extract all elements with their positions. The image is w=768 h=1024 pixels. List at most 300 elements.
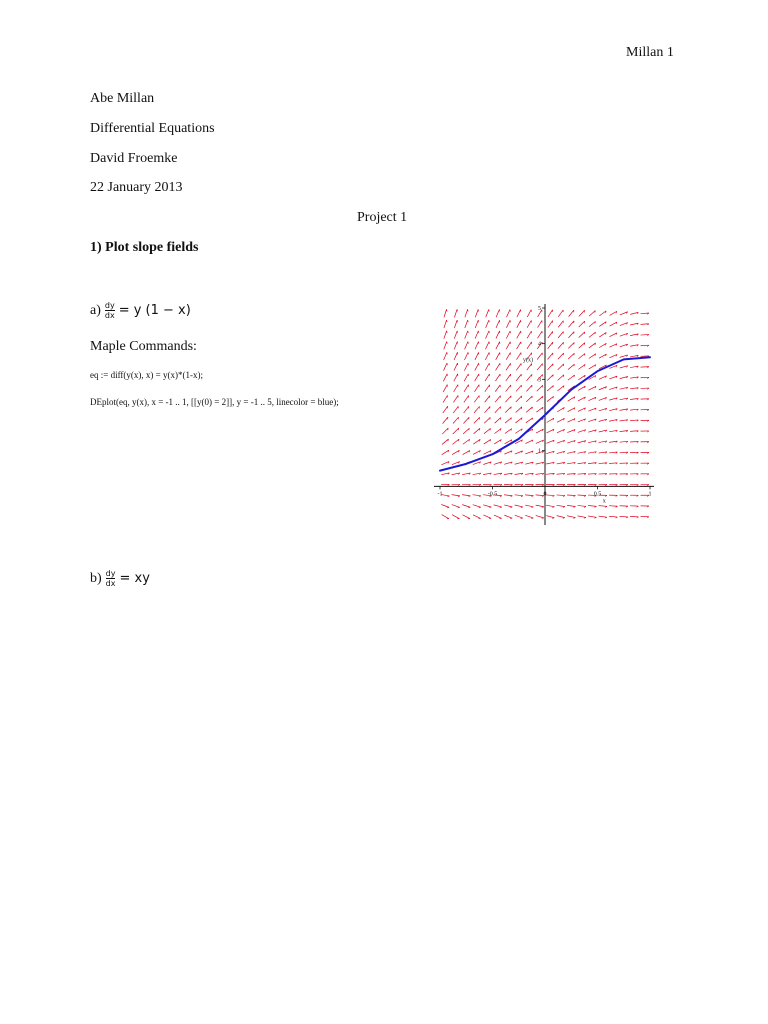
slope-arrow — [483, 451, 491, 455]
slope-arrowhead — [594, 517, 596, 518]
slope-arrow — [475, 374, 479, 381]
slope-arrow — [454, 309, 457, 317]
slope-arrow — [464, 395, 469, 402]
slope-arrow — [516, 385, 521, 391]
slope-arrow — [453, 406, 458, 413]
slope-arrow — [462, 495, 470, 496]
slope-arrow — [557, 407, 564, 411]
slope-arrow — [496, 320, 499, 328]
slope-arrow — [588, 474, 596, 475]
slope-arrow — [506, 331, 510, 338]
author-name: Abe Millan — [90, 91, 155, 106]
slope-arrow — [578, 386, 585, 390]
fraction-denominator: dx — [104, 311, 115, 320]
slope-arrow — [495, 418, 501, 424]
slope-arrow — [465, 342, 468, 350]
slope-arrow — [536, 429, 543, 433]
fraction-denominator: dx — [105, 579, 116, 588]
slope-arrow — [443, 417, 448, 424]
slope-arrow — [485, 396, 490, 403]
slope-arrowhead — [500, 507, 502, 508]
slope-arrow — [463, 515, 470, 519]
slope-arrow — [515, 495, 523, 496]
slope-arrow — [486, 320, 489, 328]
slope-arrow — [526, 385, 532, 391]
x-axis-label: x — [602, 498, 606, 505]
equation-a — [90, 301, 191, 320]
slope-arrow — [546, 516, 554, 518]
slope-arrow — [486, 331, 489, 339]
slope-arrowhead — [468, 507, 470, 508]
slope-arrow — [485, 385, 490, 392]
slope-arrowhead — [446, 309, 447, 311]
slope-arrowhead — [479, 507, 481, 508]
slope-arrow — [484, 428, 491, 433]
y-tick-label: 1 — [538, 448, 541, 455]
slope-arrow — [474, 417, 480, 423]
slope-arrow — [443, 395, 447, 402]
slope-arrow — [630, 431, 638, 432]
slope-arrow — [526, 407, 532, 412]
slope-field-plot — [430, 300, 660, 528]
slope-arrowhead — [458, 496, 460, 497]
slope-arrowhead — [573, 518, 575, 519]
slope-arrow — [558, 342, 564, 348]
slope-arrow — [589, 332, 596, 337]
derivative-fraction-b — [106, 569, 116, 588]
slope-arrow — [578, 505, 586, 506]
fraction-numerator: dy — [104, 301, 115, 310]
slope-arrow — [462, 505, 470, 508]
slope-arrow — [641, 345, 649, 346]
slope-arrow — [464, 352, 468, 360]
slope-arrow — [442, 450, 449, 454]
slope-arrow — [443, 374, 447, 382]
slope-arrow — [548, 321, 553, 328]
slope-arrow — [517, 342, 521, 349]
slope-arrow — [475, 331, 478, 339]
slope-arrow — [496, 331, 500, 339]
slope-arrow — [474, 396, 479, 403]
slope-arrow — [475, 309, 478, 317]
slope-arrowhead — [468, 320, 469, 322]
slope-arrow — [504, 505, 512, 507]
slope-arrow — [641, 324, 649, 325]
equation-b-rhs: = xy — [119, 571, 150, 586]
slope-arrow — [568, 408, 575, 412]
slope-arrowhead — [521, 518, 523, 519]
slope-arrow — [452, 515, 459, 519]
slope-arrow — [641, 334, 649, 335]
slope-arrow — [516, 363, 521, 370]
slope-arrow — [454, 374, 458, 381]
slope-arrow — [516, 396, 522, 402]
slope-arrow — [442, 515, 449, 519]
slope-arrow — [548, 342, 553, 349]
slope-arrow — [464, 374, 468, 381]
slope-arrow — [525, 515, 533, 518]
slope-arrow — [547, 375, 553, 381]
slope-arrowhead — [468, 496, 470, 497]
slope-arrow — [464, 363, 468, 371]
y-tick-label: 4 — [538, 341, 541, 348]
slope-arrow — [558, 364, 564, 370]
slope-arrowhead — [458, 507, 460, 508]
slope-arrow — [547, 364, 553, 370]
slope-arrow — [505, 429, 512, 434]
slope-arrow — [484, 439, 491, 444]
slope-arrow — [474, 428, 480, 434]
slope-arrow — [463, 428, 469, 434]
slope-arrow — [557, 495, 565, 496]
maple-commands-heading: Maple Commands: — [90, 339, 197, 354]
slope-arrow — [599, 332, 606, 337]
slope-arrow — [494, 440, 501, 444]
slope-arrow — [516, 353, 521, 360]
slope-arrow — [527, 310, 531, 317]
slope-arrow — [525, 495, 533, 496]
slope-arrowhead — [447, 507, 449, 508]
slope-arrow — [538, 320, 542, 327]
x-tick-label: 0.5 — [593, 491, 602, 498]
slope-arrow — [537, 385, 543, 391]
slope-arrow — [548, 353, 553, 359]
slope-arrow — [526, 418, 533, 423]
slope-arrow — [546, 505, 554, 506]
slope-arrow — [568, 342, 574, 348]
slope-arrowhead — [447, 331, 448, 333]
slope-arrow — [454, 385, 458, 392]
slope-arrow — [547, 396, 554, 401]
slope-arrow — [527, 342, 532, 349]
slope-arrow — [452, 505, 460, 508]
slope-arrow — [548, 331, 553, 338]
slope-arrow — [537, 396, 543, 402]
slope-arrow — [473, 515, 481, 519]
slope-arrow — [444, 331, 447, 339]
slope-arrowhead — [563, 507, 565, 508]
slope-arrow — [494, 429, 501, 434]
slope-arrow — [609, 506, 617, 507]
slope-arrow — [536, 407, 543, 412]
slope-arrow — [506, 342, 510, 349]
slope-arrowhead — [542, 507, 544, 508]
slope-arrow — [454, 331, 457, 339]
slope-arrow — [515, 429, 522, 434]
y-tick-label: 3 — [538, 377, 541, 384]
slope-arrow — [506, 353, 510, 360]
slope-arrow — [474, 385, 479, 392]
slope-arrow — [506, 320, 510, 328]
slope-arrow — [548, 310, 553, 317]
slope-arrow — [443, 406, 448, 413]
slope-arrowhead — [531, 518, 533, 519]
slope-arrow — [557, 505, 565, 506]
slope-arrow — [527, 374, 532, 380]
slope-arrow — [599, 516, 607, 517]
slope-arrow — [599, 322, 606, 327]
slope-arrow — [578, 364, 585, 369]
slope-arrow — [589, 321, 595, 326]
slope-arrow — [463, 439, 470, 444]
slope-arrow — [442, 428, 448, 434]
slope-arrow — [444, 352, 447, 360]
slope-arrow — [620, 452, 628, 453]
slope-arrow — [527, 364, 532, 371]
slope-arrow — [516, 407, 522, 413]
slope-arrow — [567, 495, 575, 496]
slope-arrow — [463, 450, 470, 454]
slope-arrow — [454, 320, 457, 328]
slope-arrow — [463, 417, 469, 423]
slope-arrow — [589, 311, 595, 317]
slope-arrow — [495, 396, 500, 402]
slope-arrowhead — [479, 496, 481, 497]
slope-arrow — [494, 505, 502, 507]
slope-arrowhead — [584, 517, 586, 518]
slope-arrow — [454, 352, 457, 360]
fraction-numerator: dy — [105, 569, 116, 578]
slope-arrowhead — [447, 496, 449, 497]
slope-arrow — [599, 343, 606, 347]
equation-b — [90, 569, 150, 588]
slope-arrow — [589, 386, 596, 390]
slope-arrow — [452, 495, 460, 496]
slope-arrow — [515, 418, 522, 423]
y-tick-label: 5 — [538, 306, 541, 312]
slope-arrow — [496, 342, 500, 349]
y-axis-label: y(x) — [523, 357, 533, 364]
slope-arrow — [453, 417, 458, 423]
page-title: Project 1 — [357, 210, 408, 225]
slope-arrow — [567, 505, 575, 506]
slope-arrowhead — [478, 309, 479, 311]
slope-arrow — [579, 321, 585, 327]
slope-arrow — [588, 506, 596, 507]
slope-arrow — [558, 331, 563, 338]
slope-arrow — [441, 505, 449, 508]
slope-arrow — [452, 439, 459, 444]
slope-arrowhead — [552, 518, 554, 519]
slope-arrow — [546, 495, 554, 496]
slope-arrowhead — [447, 320, 448, 322]
slope-arrow — [485, 374, 489, 381]
slope-arrow — [589, 354, 596, 359]
slope-arrow — [505, 407, 511, 413]
slope-arrow — [485, 352, 489, 359]
slope-arrow — [453, 428, 459, 434]
slope-arrow — [475, 342, 478, 350]
slope-arrow — [464, 385, 468, 392]
slope-arrow — [641, 313, 649, 314]
slope-arrow — [517, 320, 521, 327]
slope-arrow — [578, 375, 585, 380]
slope-arrow — [630, 441, 638, 442]
slope-arrow — [517, 310, 521, 318]
date: 22 January 2013 — [90, 180, 183, 195]
slope-arrow — [444, 342, 447, 350]
slope-arrow — [568, 364, 574, 369]
slope-arrow — [578, 354, 585, 359]
slope-arrowhead — [573, 507, 575, 508]
slope-arrow — [557, 516, 565, 518]
slope-arrow — [504, 515, 512, 518]
slope-arrow — [444, 309, 446, 317]
slope-arrow — [558, 353, 564, 359]
derivative-fraction-a — [105, 301, 115, 320]
slope-arrow — [485, 342, 489, 350]
slope-arrow — [599, 311, 606, 316]
slope-arrow — [579, 343, 585, 349]
slope-arrow — [526, 396, 532, 402]
slope-arrow — [454, 363, 458, 371]
slope-arrow — [557, 386, 564, 391]
slope-arrow — [558, 321, 563, 328]
slope-arrow — [485, 363, 489, 370]
slope-arrow — [507, 310, 510, 318]
slope-arrow — [483, 515, 491, 518]
slope-arrow — [496, 309, 499, 317]
slope-arrow — [599, 506, 607, 507]
slope-arrow — [484, 417, 490, 423]
slope-arrow — [494, 515, 502, 518]
slope-arrow — [484, 407, 490, 413]
slope-arrow — [474, 406, 479, 412]
slope-arrow — [504, 495, 512, 496]
slope-arrowhead — [457, 309, 458, 311]
slope-arrow — [558, 375, 564, 381]
slope-arrow — [454, 342, 457, 350]
slope-arrow — [506, 385, 511, 392]
slope-arrow — [495, 407, 501, 413]
slope-arrow — [547, 385, 553, 391]
slope-arrow — [516, 374, 521, 381]
slope-arrow — [475, 363, 479, 370]
x-tick-label: -0.5 — [487, 491, 498, 498]
slope-arrow — [599, 354, 606, 358]
part-b-label: b) — [90, 570, 102, 586]
slope-arrow — [557, 418, 564, 422]
slope-arrow — [495, 374, 500, 381]
slope-arrow — [444, 363, 447, 371]
slope-arrow — [568, 397, 575, 401]
slope-arrow — [525, 505, 533, 507]
slope-arrow — [536, 515, 544, 517]
equation-a-rhs: = y (1 − x) — [118, 303, 191, 318]
slope-arrow — [475, 320, 478, 328]
slope-arrow — [568, 353, 574, 359]
slope-arrow — [473, 495, 481, 496]
slope-arrow — [496, 363, 500, 370]
slope-arrow — [537, 331, 542, 338]
course-name: Differential Equations — [90, 121, 215, 136]
slope-arrow — [527, 331, 531, 338]
slope-arrowhead — [542, 518, 544, 519]
slope-arrow — [579, 310, 585, 316]
x-tick-label: 0 — [543, 491, 547, 498]
slope-arrow — [527, 320, 531, 327]
slope-arrow — [465, 320, 468, 328]
slope-arrowhead — [457, 320, 458, 322]
slope-arrow — [515, 515, 523, 518]
slope-arrow — [589, 365, 596, 369]
slope-arrow — [495, 385, 500, 392]
slope-arrow — [578, 516, 586, 518]
slope-arrowhead — [468, 309, 469, 311]
maple-command-2: DEplot(eq, y(x), x = -1 .. 1, [[y(0) = 2]], y = -1 .. 5, linecolor = blue); — [90, 397, 339, 407]
slope-arrow — [483, 505, 491, 507]
slope-arrow — [473, 450, 480, 454]
slope-arrowhead — [531, 507, 533, 508]
slope-arrow — [505, 418, 511, 423]
slope-arrow — [465, 331, 468, 339]
instructor-name: David Froemke — [90, 151, 178, 166]
slope-arrow — [641, 356, 649, 357]
slope-arrow — [475, 352, 479, 360]
slope-arrow — [610, 311, 617, 315]
slope-arrowhead — [510, 507, 512, 508]
slope-arrow — [546, 429, 554, 433]
section-heading: 1) Plot slope fields — [90, 240, 199, 255]
slope-arrow — [464, 406, 469, 413]
slope-arrow — [620, 516, 628, 517]
slope-arrowhead — [563, 518, 565, 519]
slope-arrow — [496, 352, 500, 359]
slope-arrow — [443, 385, 447, 392]
slope-arrow — [442, 439, 448, 444]
slope-arrow — [578, 474, 586, 475]
slope-arrow — [465, 309, 468, 317]
slope-arrow — [486, 309, 489, 317]
slope-arrow — [569, 310, 574, 317]
slope-arrow — [558, 310, 563, 317]
maple-command-1: eq := diff(y(x), x) = y(x)*(1-x); — [90, 370, 203, 380]
slope-arrow — [588, 516, 596, 517]
slope-arrow — [568, 375, 575, 380]
slope-arrow — [569, 321, 574, 327]
slope-arrowhead — [521, 507, 523, 508]
slope-arrow — [610, 322, 617, 326]
slope-arrow — [473, 505, 481, 507]
x-tick-label: -1 — [437, 491, 443, 498]
running-head: Millan 1 — [626, 45, 674, 60]
slope-arrow — [568, 332, 574, 338]
slope-arrow — [505, 396, 511, 402]
slope-arrow — [578, 397, 585, 401]
slope-arrow — [567, 516, 575, 518]
slope-arrow — [473, 439, 480, 444]
slope-arrowhead — [489, 507, 491, 508]
slope-arrow — [609, 516, 617, 517]
slope-arrow — [537, 353, 542, 360]
part-a-label: a) — [90, 302, 101, 318]
slope-arrow — [536, 505, 544, 507]
x-tick-label: 1 — [648, 491, 652, 498]
slope-arrow — [506, 363, 511, 370]
slope-arrow — [537, 364, 542, 370]
slope-arrow — [609, 463, 617, 464]
slope-arrow — [453, 395, 458, 402]
slope-arrow — [589, 343, 596, 348]
slope-arrow — [515, 505, 523, 507]
slope-arrow — [610, 333, 617, 337]
slope-arrow — [506, 374, 511, 381]
slope-arrow — [579, 332, 585, 338]
slope-arrow — [517, 331, 521, 338]
slope-arrowhead — [552, 507, 554, 508]
slope-arrow — [444, 320, 447, 328]
slope-arrow — [547, 418, 554, 422]
